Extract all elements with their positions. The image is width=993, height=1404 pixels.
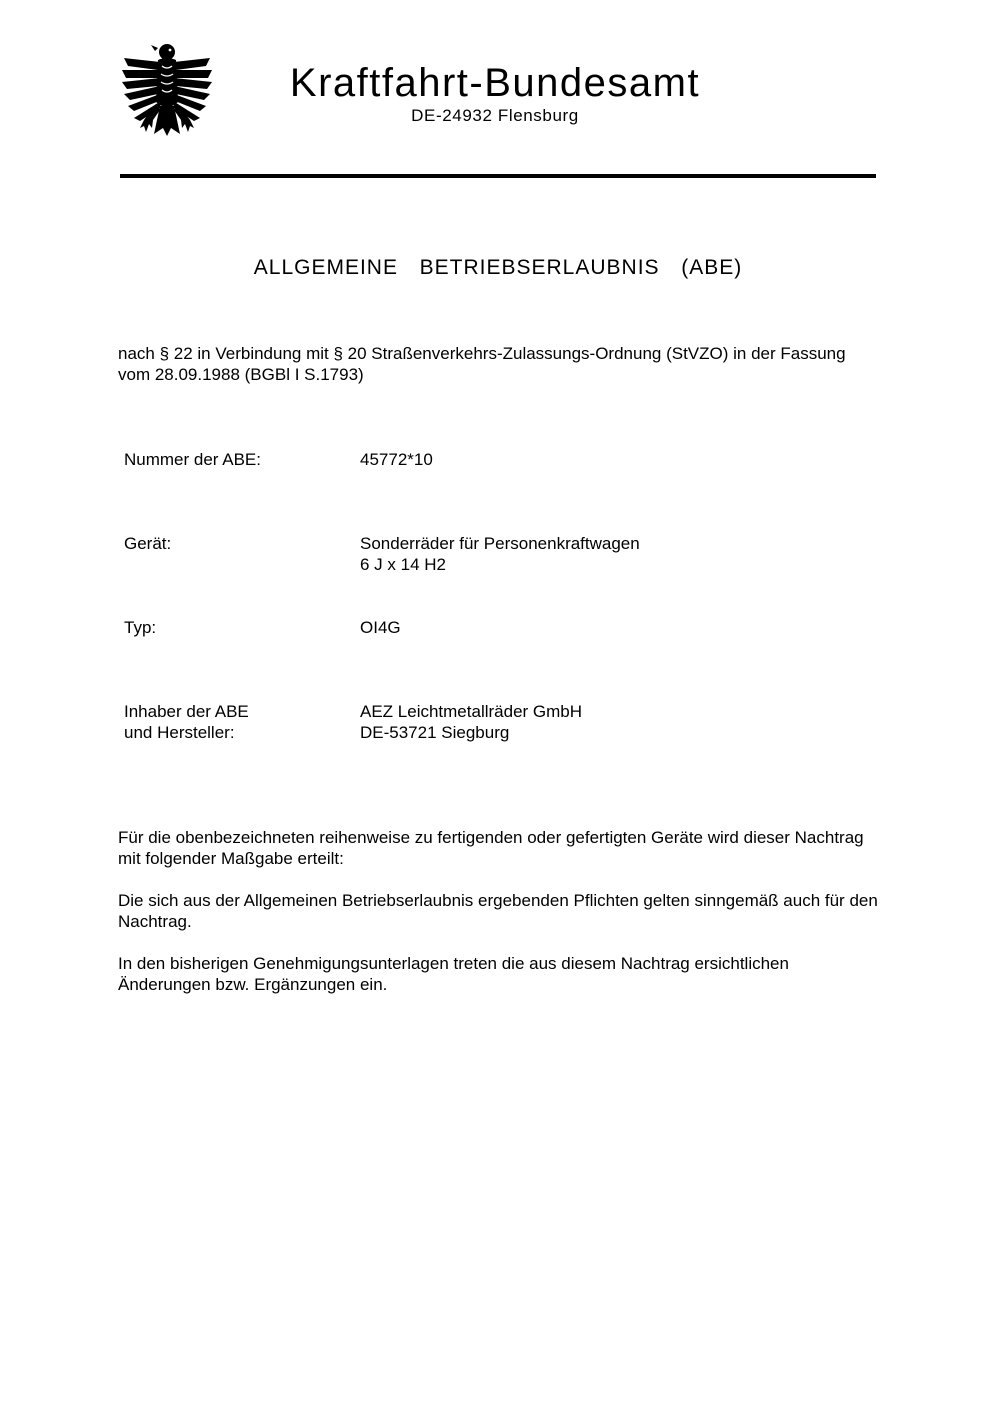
holder-value: AEZ Leichtmetallräder GmbH DE-53721 Siegburg (360, 702, 583, 742)
document-title: ALLGEMEINE BETRIEBSERLAUBNIS (ABE) (253, 256, 743, 279)
holder-label: Inhaber der ABE und Hersteller: (124, 702, 249, 742)
abe-number-label: Nummer der ABE: (124, 450, 261, 469)
paragraph-obligations: Die sich aus der Allgemeinen Betriebserlaubnis ergebenden Pflichten gelten sinngemäß auch für den Nachtrag. (118, 891, 878, 931)
header-divider (120, 174, 876, 178)
legal-basis-text: nach § 22 in Verbindung mit § 20 Straßenverkehrs-Zulassungs-Ordnung (StVZO) in der Fassung vom 28.09.1988 (BGBl I S.1793) (118, 344, 846, 384)
device-label: Gerät: (124, 534, 172, 553)
abe-number-value: 45772*10 (360, 450, 433, 469)
federal-eagle-icon (118, 40, 216, 140)
agency-address: DE-24932 Flensburg (411, 106, 579, 125)
device-value: Sonderräder für Personenkraftwagen 6 J x 14 H2 (360, 534, 640, 574)
paragraph-scope: Für die obenbezeichneten reihenweise zu fertigenden oder gefertigten Geräte wird dieser Nachtrag mit folgender Maßgabe erteilt: (118, 828, 864, 868)
type-label: Typ: (124, 618, 157, 637)
type-value: OI4G (360, 618, 401, 637)
paragraph-amendments: In den bisherigen Genehmigungsunterlagen treten die aus diesem Nachtrag ersichtlichen Änderungen bzw. Ergänzungen ein. (118, 954, 789, 994)
agency-name: Kraftfahrt-Bundesamt (289, 61, 701, 105)
